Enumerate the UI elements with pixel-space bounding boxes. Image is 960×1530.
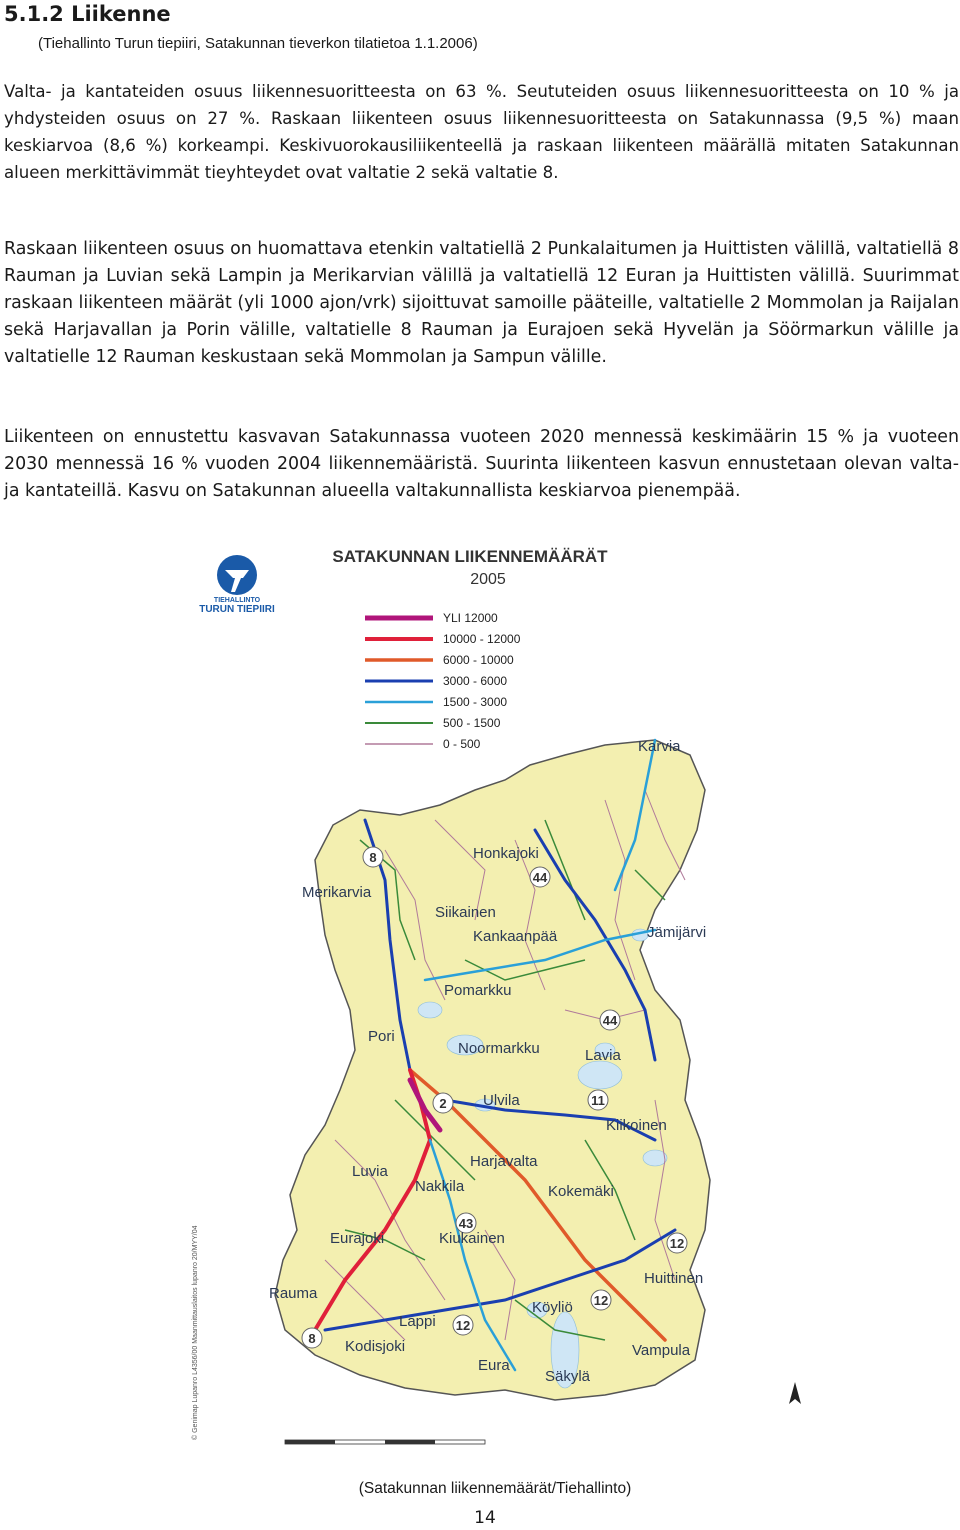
road-number-8: 12: [455, 1318, 471, 1333]
place-label-sakyla: Säkylä: [545, 1368, 591, 1385]
place-label-merikarvia: Merikarvia: [302, 884, 372, 901]
north-arrow-icon: [789, 1382, 801, 1404]
place-label-harjavalta: Harjavalta: [470, 1153, 538, 1170]
place-label-luvia: Luvia: [352, 1163, 388, 1180]
place-label-kokemaki: Kokemäki: [548, 1183, 614, 1200]
legend-label-3: 3000 - 6000: [443, 674, 508, 688]
place-label-kodisjoki: Kodisjoki: [345, 1338, 406, 1355]
place-label-honkajoki: Honkajoki: [473, 845, 539, 862]
road-number-3: 2: [439, 1096, 447, 1111]
place-label-jamijarvi: Jämijärvi: [647, 924, 707, 941]
map-year: 2005: [470, 571, 506, 588]
road-number-2: 44: [602, 1013, 618, 1028]
place-label-eura: Eura: [478, 1357, 510, 1374]
paragraph-heavy-traffic: Raskaan liikenteen osuus on huomattava etenkin valtatiellä 2 Punkalaitumen ja Huittisten välillä, valtatiellä 8 Rauman ja Luvian sekä Lampin ja Merikarvian välillä ja valtatiellä 12 Euran ja Huittisten välillä. Suurimmat raskaan liikenteen määrät (yli 1000 ajon/vrk) sijoittuvat samoille pääteille, valtatielle 2 Mommolan ja Raijalan sekä Harjavallan ja Porin välille, valtatielle 8 Rauman ja Eurajoen sekä Hyvelän ja Söörmarkun välille ja valtatielle 12 Rauman keskustaan sekä Mommolan ja Sampun välille.: [4, 239, 960, 367]
place-label-rauma: Rauma: [269, 1285, 318, 1302]
legend-label-4: 1500 - 3000: [443, 695, 508, 709]
figure-caption: (Satakunnan liikennemäärät/Tiehallinto): [358, 1480, 632, 1497]
place-label-vampula: Vampula: [632, 1342, 691, 1359]
page-number: 14: [474, 1508, 496, 1528]
paragraph-traffic-share: Valta- ja kantateiden osuus liikennesuoritteesta on 63 %. Seututeiden osuus liikennesuoritteesta on 10 % ja yhdysteiden osuus on 27 %. Raskaan liikenteen osuus liikennesuoritteesta on Satakunnassa (9,5 %) maan keskiarvoa (8,6 %) korkeampi. Keskivuorokausiliikenteellä ja raskaan liikenteen määrällä mitaten Satakunnan alueen merkittävimmät tieyhteydet ovat valtatie 2 sekä valtatie 8.: [4, 82, 959, 182]
road-number-5: 43: [458, 1216, 474, 1231]
road-number-0: 8: [369, 850, 377, 865]
legend-label-6: 0 - 500: [443, 737, 481, 751]
place-label-lavia: Lavia: [585, 1047, 621, 1064]
scale-bar: [285, 1440, 485, 1444]
place-label-kiukainen: Kiukainen: [439, 1230, 505, 1247]
place-label-huittinen: Huittinen: [644, 1270, 704, 1287]
place-label-kiikoinen: Kiikoinen: [606, 1117, 667, 1134]
traffic-volume-map: [185, 540, 805, 1455]
place-label-noormarkku: Noormarkku: [458, 1040, 540, 1057]
road-number-7: 12: [593, 1293, 609, 1308]
legend-label-1: 10000 - 12000: [443, 632, 521, 646]
legend-label-2: 6000 - 10000: [443, 653, 514, 667]
logo-text-1: TIEHALLINTO: [213, 597, 261, 604]
place-label-pomarkku: Pomarkku: [444, 982, 512, 999]
road-number-4: 11: [591, 1093, 605, 1108]
logo-text-2: TURUN TIEPIIRI: [199, 604, 275, 615]
place-label-kankaanpaa: Kankaanpää: [473, 928, 558, 945]
place-label-karvia: Karvia: [638, 738, 681, 755]
tiehallinto-logo: [199, 555, 275, 615]
road-number-1: 44: [532, 870, 548, 885]
map-copyright: © Genimap Lupanro L4356/00 Maanmittauslaitos lupanro 20/MYY/04: [192, 1225, 199, 1440]
legend-label-0: YLI 12000: [443, 611, 498, 625]
map-title: SATAKUNNAN LIIKENNEMÄÄRÄT: [332, 547, 608, 566]
place-label-eurajoki: Eurajoki: [330, 1230, 385, 1247]
place-label-siikainen: Siikainen: [435, 904, 496, 921]
section-heading: 5.1.2 Liikenne: [4, 2, 171, 26]
section-source: (Tiehallinto Turun tiepiiri, Satakunnan tieverkon tilatietoa 1.1.2006): [38, 35, 478, 52]
place-label-lappi: Lappi: [399, 1313, 436, 1330]
place-label-nakkila: Nakkila: [415, 1178, 465, 1195]
road-number-6: 12: [669, 1236, 685, 1251]
place-label-pori: Pori: [368, 1028, 395, 1045]
legend-label-5: 500 - 1500: [443, 716, 501, 730]
paragraph-forecast: Liikenteen on ennustettu kasvavan Satakunnassa vuoteen 2020 mennessä keskimäärin 15 % ja vuoteen 2030 mennessä 16 % vuoden 2004 liikennemääristä. Suurinta liikenteen kasvun ennustetaan olevan valta- ja kantateillä. Kasvu on Satakunnan alueella valtakunnallista keskiarvoa pienempää.: [4, 427, 959, 501]
place-label-ulvila: Ulvila: [483, 1092, 520, 1109]
map-legend: [365, 611, 521, 751]
place-label-koylio: Köyliö: [532, 1299, 573, 1316]
road-number-9: 8: [308, 1331, 316, 1346]
